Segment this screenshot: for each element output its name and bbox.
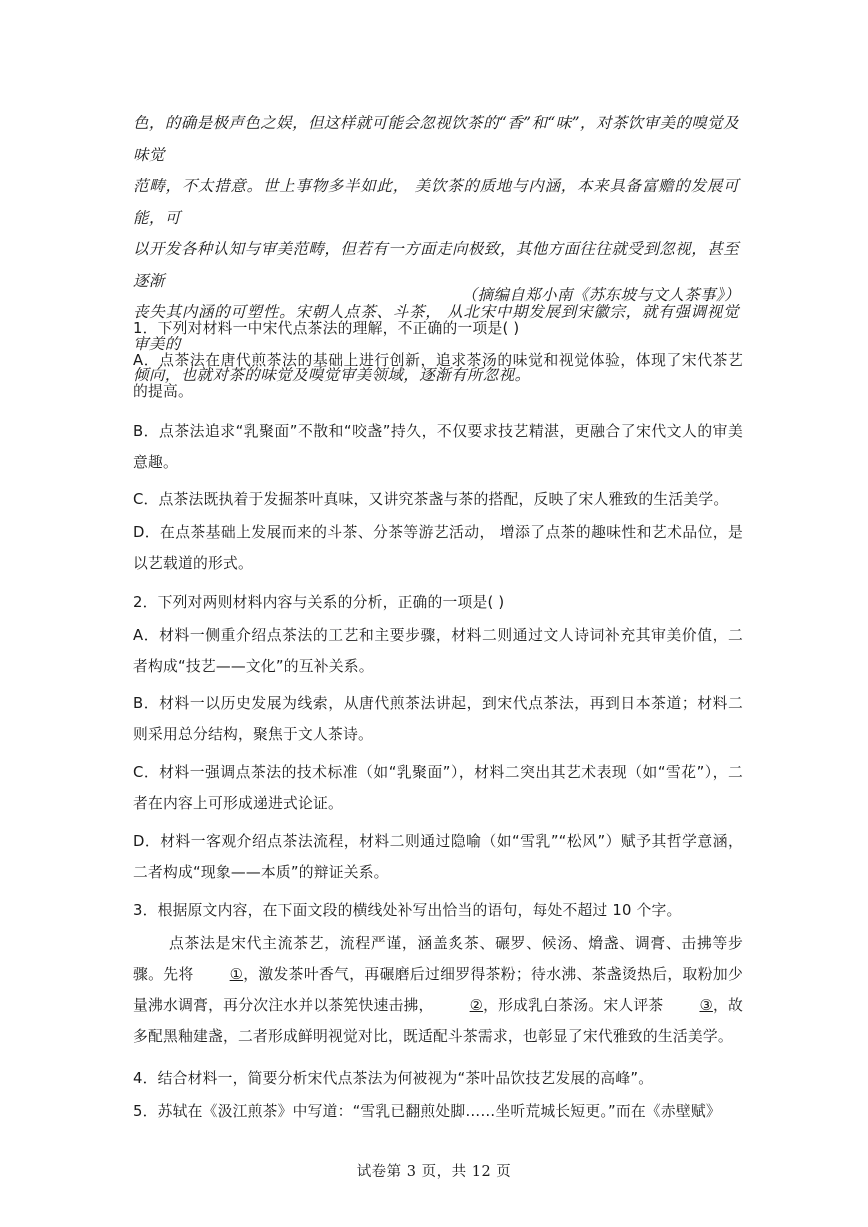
question-1-option-a xyxy=(133,345,743,407)
passage-line: 倾向，也就对茶的味觉及嗅觉审美领域，逐渐有所忽视。 xyxy=(133,366,531,384)
question-2-stem: 2．下列对两则材料内容与关系的分析，正确的一项是( ) xyxy=(133,594,505,611)
question-3-passage xyxy=(133,928,743,1052)
fill-text: 点茶法是宋代主流茶艺，流程严谨，涵盖炙茶、碾罗、候汤、熁盏、调膏、击拂等步骤。先将 xyxy=(133,935,743,983)
question-2-option-b xyxy=(133,688,743,750)
question-1-option-c xyxy=(133,484,743,515)
question-1-option-b xyxy=(133,416,743,478)
question-5-stem: 5．苏轼在《汲江煎茶》中写道：“雪乳已翻煎处脚……坐听荒城长短更。”而在《赤壁赋》 xyxy=(133,1103,721,1120)
fill-text: ，激发茶叶香气，再碾磨后过细罗得茶粉；待水沸、茶盏烫热后，取粉加少量沸水调膏，再分次注水并以茶筅快速击拂， xyxy=(133,966,743,1014)
question-1-option-d xyxy=(133,517,743,579)
question-1 xyxy=(133,313,743,344)
question-3-stem: 3．根据原文内容，在下面文段的横线处补写出恰当的语句，每处不超过 10 个字。 xyxy=(133,902,682,919)
question-5 xyxy=(133,1096,743,1127)
question-3 xyxy=(133,895,743,926)
question-2 xyxy=(133,587,743,618)
page-footer: 试卷第 3 页，共 12 页 xyxy=(356,1164,512,1180)
passage-source: （摘编自郑小南《苏东坡与文人茶事》） xyxy=(461,286,740,304)
option-text: C．点茶法既执着于发掘茶叶真味，又讲究茶盏与茶的搭配，反映了宋人雅致的生活美学。 xyxy=(133,491,729,508)
question-4-stem: 4．结合材料一，简要分析宋代点茶法为何被视为“茶叶品饮技艺发展的高峰”。 xyxy=(133,1070,654,1087)
option-text: D．在点茶基础上发展而来的斗茶、分茶等游艺活动， 增添了点茶的趣味性和艺术品位，是以艺载道的形式。 xyxy=(133,524,743,572)
question-2-option-c xyxy=(133,757,743,819)
blank-2[interactable]: ② xyxy=(469,997,484,1014)
blank-3[interactable]: ③ xyxy=(699,997,713,1014)
blank-1[interactable]: ① xyxy=(229,966,244,983)
option-text: B．材料一以历史发展为线索，从唐代煎茶法讲起，到宋代点茶法，再到日本茶道；材料二则采用总分结构，聚焦于文人茶诗。 xyxy=(133,695,743,743)
passage-line: 范畴，不太措意。世上事物多半如此， 美饮茶的质地与内涵，本来具备富赡的发展可能，可 xyxy=(133,177,739,227)
option-text: A．点茶法在唐代煎茶法的基础上进行创新，追求茶汤的味觉和视觉体验，体现了宋代茶艺的提高。 xyxy=(133,352,743,400)
question-4 xyxy=(133,1063,743,1094)
option-text: A．材料一侧重介绍点茶法的工艺和主要步骤，材料二则通过文人诗词补充其审美价值，二者构成“技艺——文化”的互补关系。 xyxy=(133,627,743,675)
passage-line: 丧失其内涵的可塑性。宋朝人点茶、斗茶， 从北宋中期发展到宋徽宗，就有强调视觉审美的 xyxy=(133,303,739,353)
option-text: C．材料一强调点茶法的技术标准（如“乳聚面”），材料二突出其艺术表现（如“雪花”），二者在内容上可形成递进式论证。 xyxy=(133,764,743,812)
question-1-stem: 1．下列对材料一中宋代点茶法的理解，不正确的一项是( ) xyxy=(133,320,520,337)
fill-text: ，故多配黑釉建盏，二者形成鲜明视觉对比，既适配斗茶需求，也彰显了宋代雅致的生活美学。 xyxy=(133,997,743,1045)
option-text: D．材料一客观介绍点茶法流程，材料二则通过隐喻（如“雪乳”“松风”）赋予其哲学意涵，二者构成“现象——本质”的辩证关系。 xyxy=(133,833,743,881)
option-text: B．点茶法追求“乳聚面”不散和“咬盏”持久，不仅要求技艺精湛，更融合了宋代文人的审美意趣。 xyxy=(133,423,743,471)
fill-text: ，形成乳白茶汤。宋人评茶 xyxy=(483,997,664,1014)
passage-line: 色，的确是极声色之娱，但这样就可能会忽视饮茶的“香”和“味”，对茶饮审美的嗅觉及味觉 xyxy=(133,114,739,164)
passage-line: 以开发各种认知与审美范畴，但若有一方面走向极致，其他方面往往就受到忽视，甚至逐渐 xyxy=(133,240,739,290)
question-2-option-a xyxy=(133,620,743,682)
question-2-option-d xyxy=(133,826,743,888)
